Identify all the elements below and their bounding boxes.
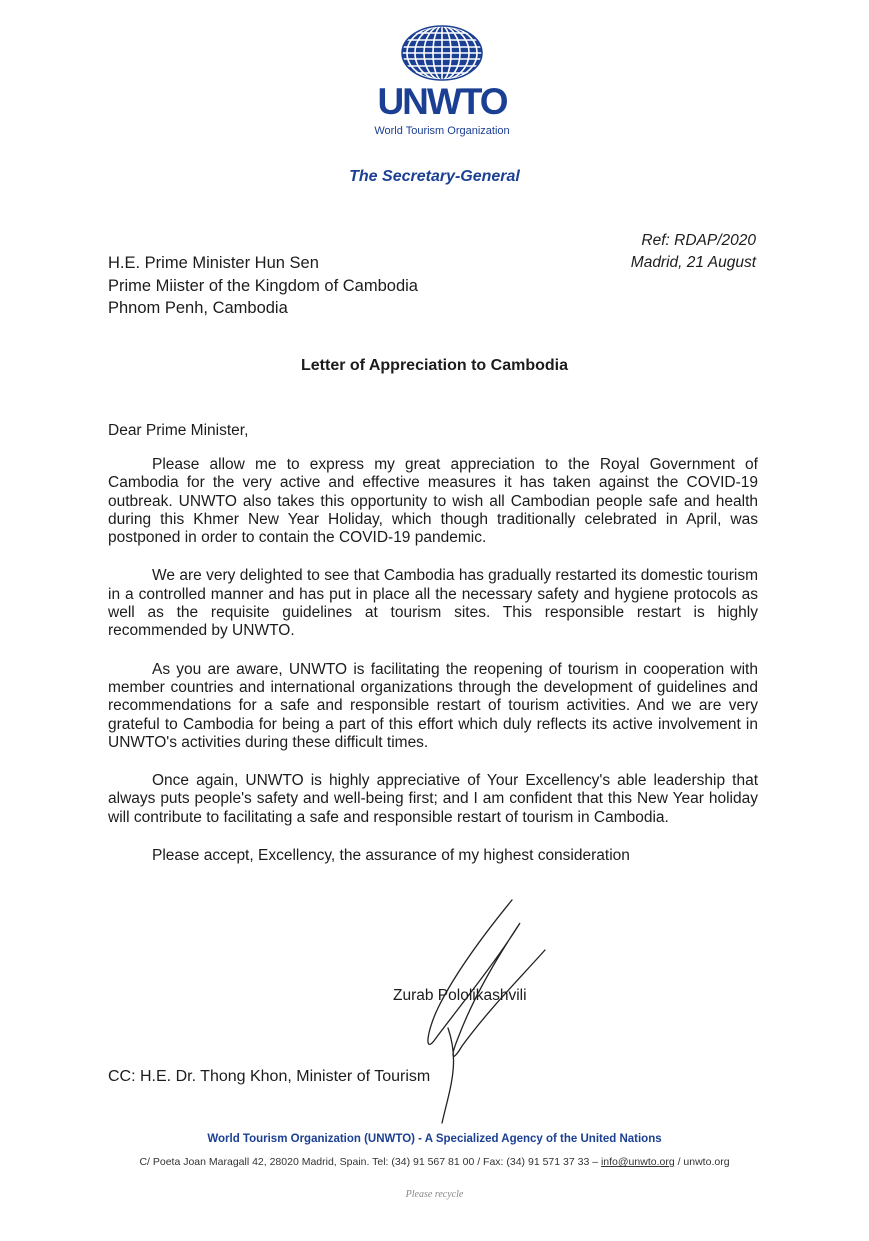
cc-line: CC: H.E. Dr. Thong Khon, Minister of Tourism — [108, 1068, 431, 1085]
letter-body — [108, 456, 758, 865]
footer-email-link[interactable]: info@unwto.org — [600, 1156, 675, 1168]
salutation: Dear Prime Minister, — [108, 422, 249, 439]
place-date: Madrid, 21 August — [630, 254, 756, 271]
unwto-logo — [372, 24, 512, 144]
signer-name: Zurab Pololikashvili — [393, 987, 527, 1004]
reference-number: Ref: RDAP/2020 — [641, 232, 756, 249]
letter-subject: Letter of Appreciation to Cambodia — [301, 357, 568, 374]
handwritten-signature — [400, 888, 580, 1138]
addressee-block — [108, 252, 418, 320]
globe-icon — [400, 24, 484, 82]
addressee-line: Phnom Penh, Cambodia — [108, 299, 288, 317]
body-paragraph: Please allow me to express my great appreciation to the Royal Government of Cambodia for the very active and effective measures it has taken against the COVID-19 outbreak. UNWTO also takes this opportunity to wish all Cambodian people safe and health during this Khmer New Year Holiday, which though traditionally celebrated in April, was postponed in order to contain the COVID-19 pandemic. — [108, 456, 758, 547]
body-paragraph: We are very delighted to see that Cambodia has gradually restarted its domestic tourism in a controlled manner and has put in place all the necessary safety and hygiene protocols as well as the requisite guidelines at tourism sites. This responsible restart is highly recommended by UNWTO. — [108, 567, 758, 640]
footer-address — [0, 1155, 869, 1170]
office-title: The Secretary-General — [349, 168, 520, 185]
addressee-line: H.E. Prime Minister Hun Sen — [108, 254, 319, 272]
recycle-note: Please recycle — [405, 1189, 464, 1200]
logo-subtitle: World Tourism Organization — [374, 125, 510, 137]
closing-line: Please accept, Excellency, the assurance of my highest consideration — [152, 847, 630, 865]
footer-organization: World Tourism Organization (UNWTO) - A Specialized Agency of the United Nations — [207, 1133, 662, 1145]
body-paragraph: As you are aware, UNWTO is facilitating the reopening of tourism in cooperation with member countries and international organizations through the development of guidelines and recommendations for a safe and responsible restart of tourism activities. And we are very grateful to Cambodia for being a part of this effort which duly reflects its active involvement in UNWTO's activities during these difficult times. — [108, 660, 758, 751]
footer-website: / unwto.org — [674, 1156, 730, 1168]
body-paragraph: Once again, UNWTO is highly appreciative of Your Excellency's able leadership that always puts people's safety and well-being first; and I am confident that this New Year holiday will contribute to facilitating a safe and responsible restart of tourism in Cambodia. — [108, 772, 758, 826]
addressee-line: Prime Miister of the Kingdom of Cambodia — [108, 276, 418, 295]
logo-wordmark: UNWTO — [377, 81, 507, 122]
reference-block — [631, 230, 756, 274]
footer-address-text: C/ Poeta Joan Maragall 42, 28020 Madrid, Spain. Tel: (34) 91 567 81 00 / Fax: (34) 91 571 37 33 – — [139, 1156, 601, 1168]
